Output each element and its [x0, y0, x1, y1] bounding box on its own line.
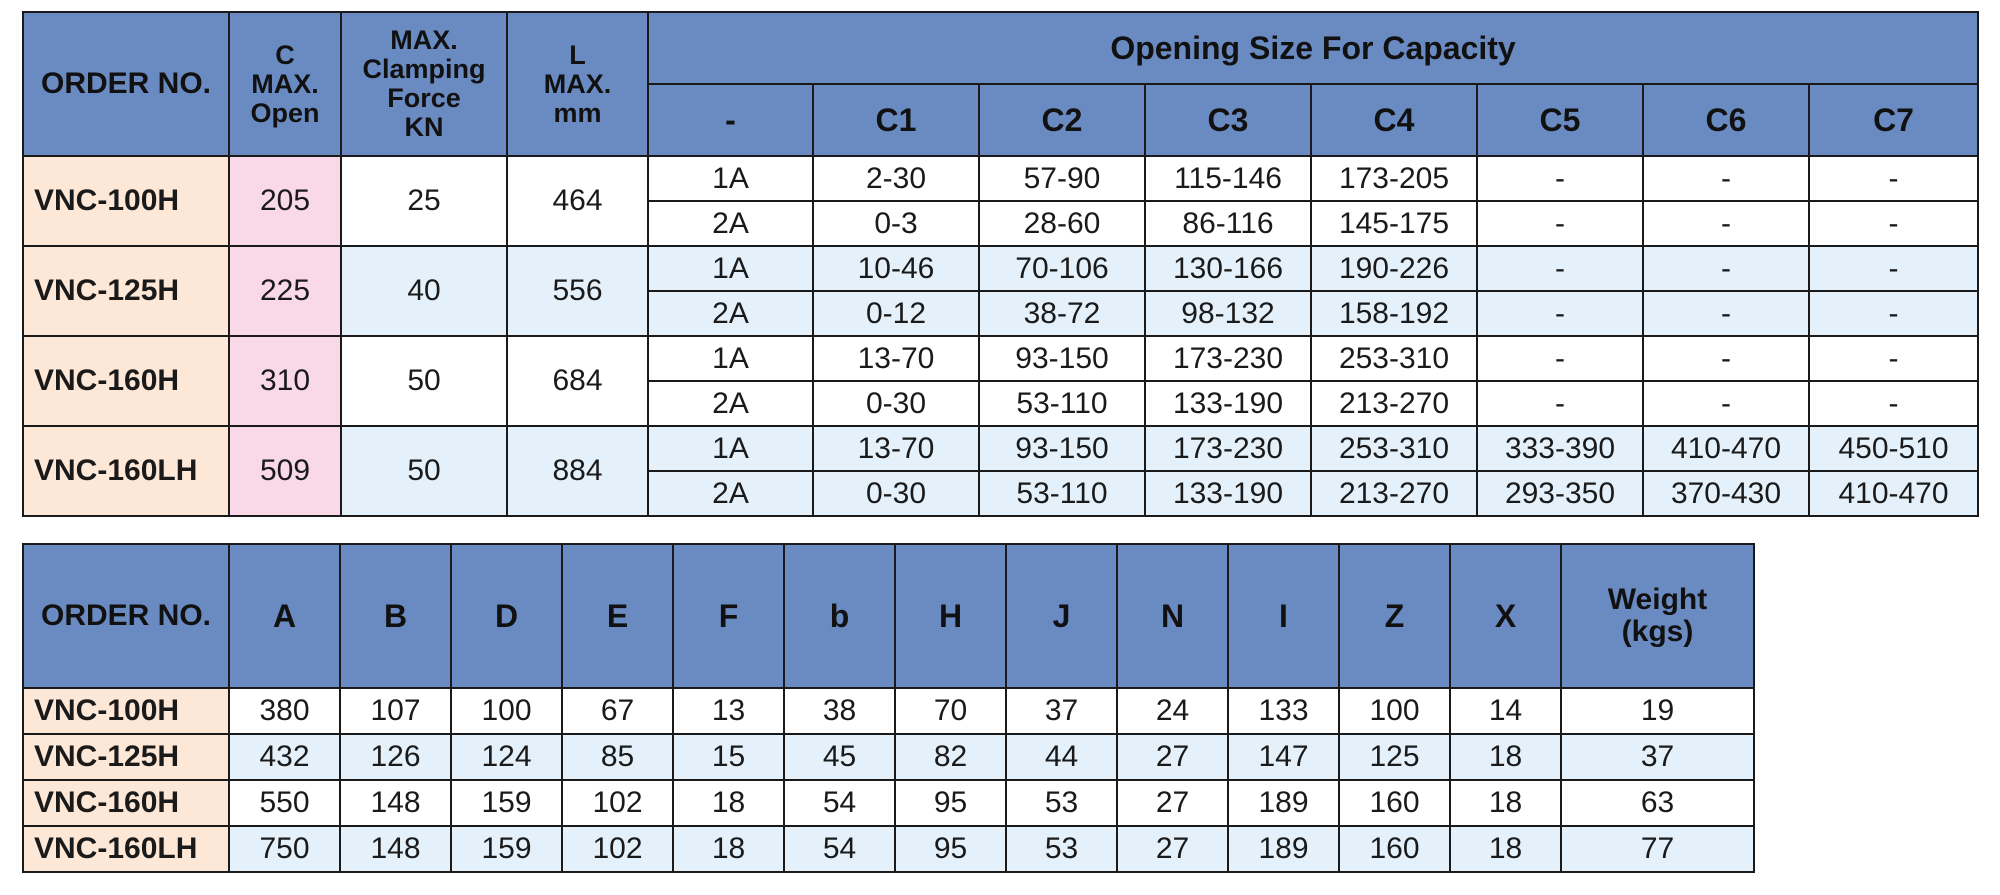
capacity-cell: 293-350 [1477, 471, 1643, 516]
dimension-cell: 18 [1450, 826, 1561, 872]
capacity-cell: 213-270 [1311, 471, 1477, 516]
capacity-cell: 253-310 [1311, 426, 1477, 471]
dimension-cell: 54 [784, 780, 895, 826]
dim-b-header: B [340, 544, 451, 688]
dimension-cell: 37 [1006, 688, 1117, 734]
dimension-cell: 95 [895, 780, 1006, 826]
dimension-cell: 27 [1117, 780, 1228, 826]
capacity-cell: - [1477, 381, 1643, 426]
dimension-cell: 44 [1006, 734, 1117, 780]
dimension-cell: 85 [562, 734, 673, 780]
capacity-cell: 0-12 [813, 291, 979, 336]
dimension-cell: 189 [1228, 780, 1339, 826]
row-type-cell: 1A [648, 336, 813, 381]
capacity-cell: 86-116 [1145, 201, 1311, 246]
dim-h-header: H [895, 544, 1006, 688]
order-no-cell: VNC-160LH [23, 826, 229, 872]
dimension-cell: 100 [1339, 688, 1450, 734]
table-row [23, 780, 1754, 826]
capacity-cell: 133-190 [1145, 381, 1311, 426]
c-max-open-cell: 225 [229, 246, 341, 336]
capacity-cell: 38-72 [979, 291, 1145, 336]
dimension-cell: 27 [1117, 826, 1228, 872]
capacity-cell: 53-110 [979, 471, 1145, 516]
order-no-cell: VNC-100H [23, 688, 229, 734]
capacity-cell: - [1809, 156, 1978, 201]
dimension-cell: 380 [229, 688, 340, 734]
row-type-cell: 1A [648, 156, 813, 201]
weight-cell: 19 [1561, 688, 1754, 734]
dimension-cell: 14 [1450, 688, 1561, 734]
capacity-cell: 2-30 [813, 156, 979, 201]
weight-cell: 37 [1561, 734, 1754, 780]
dimension-cell: 432 [229, 734, 340, 780]
dimension-cell: 67 [562, 688, 673, 734]
capacity-c1-header: C1 [813, 84, 979, 156]
clamp-spec-table [22, 11, 1979, 517]
capacity-cell: - [1643, 336, 1809, 381]
clamping-force-cell: 50 [341, 336, 507, 426]
capacity-cell: 173-230 [1145, 336, 1311, 381]
capacity-cell: - [1643, 201, 1809, 246]
capacity-cell: 0-3 [813, 201, 979, 246]
capacity-cell: 10-46 [813, 246, 979, 291]
row-type-cell: 1A [648, 426, 813, 471]
order-no-cell: VNC-100H [23, 156, 229, 246]
capacity-cell: 70-106 [979, 246, 1145, 291]
capacity-cell: 190-226 [1311, 246, 1477, 291]
table-row [23, 734, 1754, 780]
dimension-cell: 125 [1339, 734, 1450, 780]
capacity-cell: 410-470 [1809, 471, 1978, 516]
dimension-cell: 159 [451, 780, 562, 826]
dimension-cell: 38 [784, 688, 895, 734]
order-no-header: ORDER NO. [23, 12, 229, 156]
capacity-c4-header: C4 [1311, 84, 1477, 156]
dimension-cell: 100 [451, 688, 562, 734]
dimension-cell: 189 [1228, 826, 1339, 872]
capacity-c5-header: C5 [1477, 84, 1643, 156]
dimension-cell: 550 [229, 780, 340, 826]
capacity-cell: - [1809, 291, 1978, 336]
table-row [23, 426, 1978, 471]
dim-f-header: F [673, 544, 784, 688]
dimension-cell: 147 [1228, 734, 1339, 780]
dimension-cell: 102 [562, 826, 673, 872]
dim-n-header: N [1117, 544, 1228, 688]
capacity-cell: 28-60 [979, 201, 1145, 246]
dimension-cell: 18 [673, 780, 784, 826]
dimension-cell: 160 [1339, 780, 1450, 826]
capacity-cell: - [1643, 381, 1809, 426]
order-no-cell: VNC-125H [23, 734, 229, 780]
capacity-cell: 53-110 [979, 381, 1145, 426]
capacity-c3-header: C3 [1145, 84, 1311, 156]
capacity-cell: - [1809, 246, 1978, 291]
capacity-cell: - [1809, 381, 1978, 426]
row-type-cell: 2A [648, 381, 813, 426]
dim-e-header: E [562, 544, 673, 688]
dimension-cell: 24 [1117, 688, 1228, 734]
capacity-cell: 130-166 [1145, 246, 1311, 291]
c-max-open-cell: 310 [229, 336, 341, 426]
dim-z-header: Z [1339, 544, 1450, 688]
capacity-cell: 133-190 [1145, 471, 1311, 516]
capacity-cell: 115-146 [1145, 156, 1311, 201]
dimension-cell: 18 [673, 826, 784, 872]
dimension-cell: 159 [451, 826, 562, 872]
l-max-header: L MAX. mm [507, 12, 648, 156]
capacity-cell: 370-430 [1643, 471, 1809, 516]
order-no-cell: VNC-160H [23, 780, 229, 826]
l-max-cell: 464 [507, 156, 648, 246]
capacity-cell: - [1477, 336, 1643, 381]
row-type-cell: 2A [648, 291, 813, 336]
order-no-cell: VNC-160LH [23, 426, 229, 516]
capacity-cell: 410-470 [1643, 426, 1809, 471]
l-max-cell: 684 [507, 336, 648, 426]
capacity-cell: 213-270 [1311, 381, 1477, 426]
capacity-c7-header: C7 [1809, 84, 1978, 156]
dimension-cell: 133 [1228, 688, 1339, 734]
dimension-cell: 148 [340, 826, 451, 872]
c-max-open-cell: 509 [229, 426, 341, 516]
clamping-force-cell: 50 [341, 426, 507, 516]
capacity-cell: 93-150 [979, 336, 1145, 381]
dimension-cell: 15 [673, 734, 784, 780]
dimension-cell: 107 [340, 688, 451, 734]
dimension-cell: 18 [1450, 780, 1561, 826]
dimension-cell: 124 [451, 734, 562, 780]
capacity-cell: 0-30 [813, 471, 979, 516]
capacity-cell: 173-205 [1311, 156, 1477, 201]
order-no-header: ORDER NO. [23, 544, 229, 688]
capacity-cell: 93-150 [979, 426, 1145, 471]
dim-b-header: b [784, 544, 895, 688]
order-no-cell: VNC-125H [23, 246, 229, 336]
row-type-cell: 2A [648, 201, 813, 246]
capacity-cell: 13-70 [813, 426, 979, 471]
dimension-cell: 750 [229, 826, 340, 872]
dim-a-header: A [229, 544, 340, 688]
row-type-cell: 1A [648, 246, 813, 291]
row-type-cell: 2A [648, 471, 813, 516]
dimension-cell: 45 [784, 734, 895, 780]
dimension-cell: 54 [784, 826, 895, 872]
row-type-header: - [648, 84, 813, 156]
capacity-cell: 0-30 [813, 381, 979, 426]
dimension-cell: 13 [673, 688, 784, 734]
c-max-open-cell: 205 [229, 156, 341, 246]
capacity-cell: - [1809, 336, 1978, 381]
dimension-cell: 95 [895, 826, 1006, 872]
l-max-cell: 556 [507, 246, 648, 336]
capacity-cell: 57-90 [979, 156, 1145, 201]
l-max-cell: 884 [507, 426, 648, 516]
weight-cell: 77 [1561, 826, 1754, 872]
capacity-cell: - [1643, 246, 1809, 291]
opening-size-header: Opening Size For Capacity [648, 12, 1978, 84]
clamping-force-header: MAX. Clamping Force KN [341, 12, 507, 156]
dimension-cell: 70 [895, 688, 1006, 734]
order-no-cell: VNC-160H [23, 336, 229, 426]
dimension-cell: 102 [562, 780, 673, 826]
capacity-cell: 333-390 [1477, 426, 1643, 471]
capacity-cell: - [1477, 246, 1643, 291]
dimension-table [22, 543, 1755, 873]
capacity-cell: 145-175 [1311, 201, 1477, 246]
weight-cell: 63 [1561, 780, 1754, 826]
capacity-cell: - [1809, 201, 1978, 246]
clamping-force-cell: 40 [341, 246, 507, 336]
capacity-cell: 158-192 [1311, 291, 1477, 336]
capacity-cell: - [1477, 156, 1643, 201]
weight-header: Weight (kgs) [1561, 544, 1754, 688]
capacity-cell: 450-510 [1809, 426, 1978, 471]
dim-d-header: D [451, 544, 562, 688]
dimension-cell: 53 [1006, 826, 1117, 872]
table-row [23, 826, 1754, 872]
c-max-open-header: C MAX. Open [229, 12, 341, 156]
capacity-cell: - [1477, 291, 1643, 336]
capacity-c2-header: C2 [979, 84, 1145, 156]
dimension-cell: 160 [1339, 826, 1450, 872]
capacity-cell: - [1477, 201, 1643, 246]
table-row [23, 688, 1754, 734]
dimension-cell: 27 [1117, 734, 1228, 780]
dimension-cell: 53 [1006, 780, 1117, 826]
capacity-c6-header: C6 [1643, 84, 1809, 156]
capacity-cell: - [1643, 156, 1809, 201]
capacity-cell: 253-310 [1311, 336, 1477, 381]
capacity-cell: 13-70 [813, 336, 979, 381]
clamping-force-cell: 25 [341, 156, 507, 246]
dim-j-header: J [1006, 544, 1117, 688]
dimension-cell: 148 [340, 780, 451, 826]
capacity-cell: 98-132 [1145, 291, 1311, 336]
dimension-cell: 18 [1450, 734, 1561, 780]
table-row [23, 336, 1978, 381]
capacity-cell: 173-230 [1145, 426, 1311, 471]
table-row [23, 246, 1978, 291]
table-row [23, 156, 1978, 201]
dim-i-header: I [1228, 544, 1339, 688]
dimension-cell: 126 [340, 734, 451, 780]
dimension-cell: 82 [895, 734, 1006, 780]
capacity-cell: - [1643, 291, 1809, 336]
dim-x-header: X [1450, 544, 1561, 688]
